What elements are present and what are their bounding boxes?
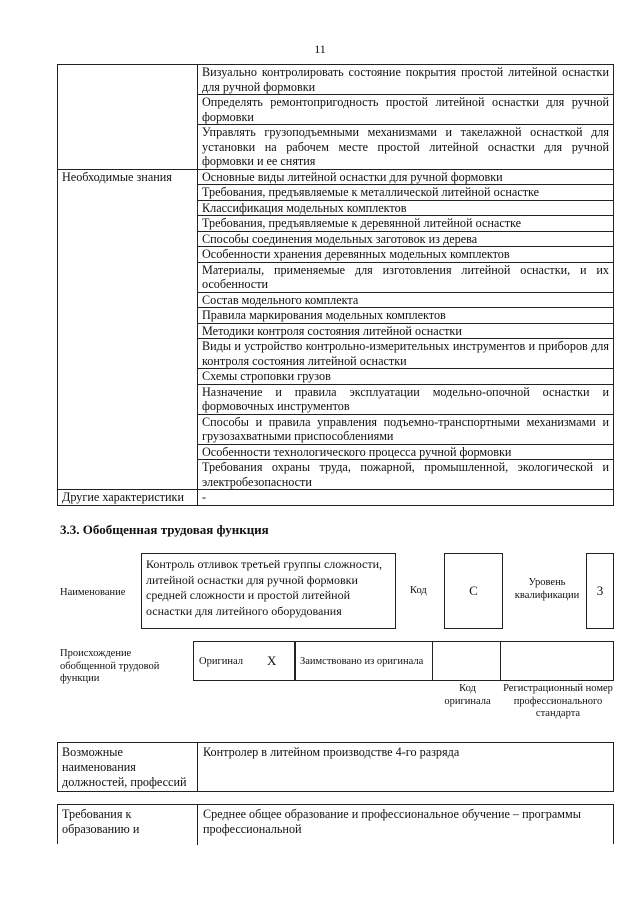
table-row (58, 65, 614, 95)
original-mark: X (267, 653, 277, 668)
code-original-caption: Код оригинала (444, 683, 491, 707)
original-label: Оригинал (199, 656, 243, 667)
table-row (58, 169, 614, 185)
positions-label: Возможные наименования должностей, профессий (58, 743, 198, 791)
row-text: Способы и правила управления подъемно-транспортными механизмами и грузозахватными приспособлениями (198, 414, 614, 444)
row-text: Особенности технологического процесса ручной формовки (198, 444, 614, 460)
row-label: Необходимые знания (58, 169, 198, 490)
row-text: Требования охраны труда, пожарной, промышленной, экологической и электробезопасности (198, 460, 614, 490)
row-text: Материалы, применяемые для изготовления литейной оснастки, и их особенности (198, 262, 614, 292)
positions-table (57, 742, 614, 792)
row-text: Назначение и правила эксплуатации модельно-опочной оснастки и формовочных инструментов (198, 384, 614, 414)
row-text: Методики контроля состояния литейной оснастки (198, 323, 614, 339)
level-label: Уровень квалификации (514, 577, 580, 601)
row-label (58, 65, 198, 170)
row-text: Основные виды литейной оснастки для ручной формовки (198, 169, 614, 185)
row-label: Другие характеристики (58, 490, 198, 506)
level-box (586, 553, 614, 629)
row-text: Схемы строповки грузов (198, 369, 614, 385)
row-text: Требования, предъявляемые к металлической литейной оснастке (198, 185, 614, 201)
origin-label: Происхождение обобщенной трудовой функции (60, 648, 160, 684)
page-number: 11 (314, 42, 326, 56)
function-name-value: Контроль отливок третьей группы сложности, литейной оснастки для ручной формовки средней сложности и простой литейной оснастки для литейного оборудования (141, 553, 396, 629)
level-value: 3 (596, 583, 604, 598)
reg-number-caption: Регистрационный номер профессионального стандарта (503, 683, 613, 719)
borrowed-cell (295, 641, 433, 681)
table-row (58, 490, 614, 506)
borrowed-label: Заимствовано из оригинала (300, 656, 424, 667)
row-text: Способы соединения модельных заготовок из дерева (198, 231, 614, 247)
code-original-cell (432, 641, 501, 681)
knowledge-table (57, 64, 614, 506)
education-value: Среднее общее образование и профессиональное обучение – программы профессиональной (203, 807, 581, 836)
positions-value: Контролер в литейном производстве 4-го разряда (203, 745, 460, 759)
row-text: Состав модельного комплекта (198, 292, 614, 308)
code-label: Код (410, 585, 427, 596)
section-title: 3.3. Обобщенная трудовая функция (60, 522, 269, 537)
row-text: Требования, предъявляемые к деревянной литейной оснастке (198, 216, 614, 232)
row-text: Управлять грузоподъемными механизмами и такелажной оснасткой для установки на рабочем месте простой литейной оснастки для ручной формовки и ее снятия (198, 125, 614, 170)
original-cell (193, 641, 295, 681)
row-text: Визуально контролировать состояние покрытия простой литейной оснастки для ручной формовки (198, 65, 614, 95)
row-text: Определять ремонтопригодность простой литейной оснастки для ручной формовки (198, 95, 614, 125)
row-text: - (198, 490, 614, 506)
code-value: C (469, 583, 478, 598)
education-table (57, 804, 614, 844)
row-text: Виды и устройство контрольно-измерительных инструментов и приборов для контроля состояния литейной оснастки (198, 339, 614, 369)
row-text: Особенности хранения деревянных модельных комплектов (198, 247, 614, 263)
code-box (444, 553, 503, 629)
education-label: Требования к образованию и (58, 805, 198, 845)
row-text: Правила маркирования модельных комплектов (198, 308, 614, 324)
name-label: Наименование (60, 587, 126, 598)
row-text: Классификация модельных комплектов (198, 200, 614, 216)
reg-number-cell (500, 641, 614, 681)
